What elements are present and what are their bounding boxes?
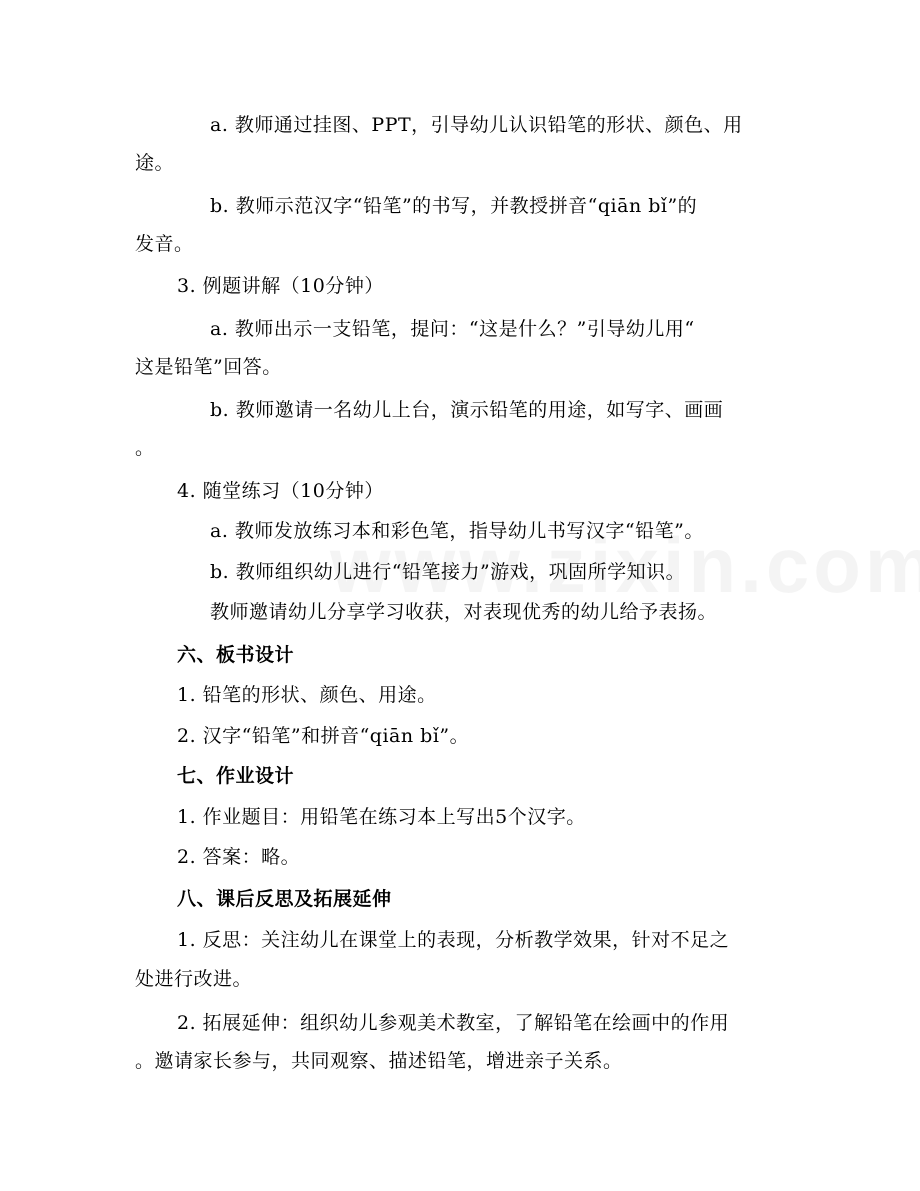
line-step3-a-cont: 这是铅笔”回答。 [135, 356, 282, 378]
line-step3-b-cont: 。 [135, 437, 155, 459]
line-step4-a: a. 教师发放练习本和彩色笔，指导幼儿书写汉字“铅笔”。 [210, 520, 704, 542]
line-step4-title: 4. 随堂练习（10分钟） [177, 480, 384, 502]
line-reflection-1-cont: 处进行改进。 [135, 968, 253, 990]
line-homework-2: 2. 答案：略。 [177, 846, 301, 868]
heading-reflection: 八、课后反思及拓展延伸 [177, 888, 392, 910]
line-step2-b-cont: 发音。 [135, 233, 194, 255]
heading-homework-design: 七、作业设计 [177, 765, 295, 787]
line-step2-a-cont: 途。 [135, 152, 175, 174]
line-board-2: 2. 汉字“铅笔”和拼音“qiān bǐ”。 [177, 725, 470, 747]
line-summary: 教师邀请幼儿分享学习收获，对表现优秀的幼儿给予表扬。 [210, 601, 718, 623]
line-board-1: 1. 铅笔的形状、颜色、用途。 [177, 684, 437, 706]
line-reflection-2: 2. 拓展延伸：组织幼儿参观美术教室，了解铅笔在绘画中的作用 [177, 1012, 730, 1034]
line-step2-a: a. 教师通过挂图、PPT，引导幼儿认识铅笔的形状、颜色、用 [210, 114, 743, 136]
line-step4-b: b. 教师组织幼儿进行“铅笔接力”游戏，巩固所学知识。 [210, 561, 686, 583]
line-step2-b: b. 教师示范汉字“铅笔”的书写，并教授拼音“qiān bǐ”的 [210, 195, 698, 217]
line-reflection-2-cont: 。邀请家长参与，共同观察、描述铅笔，增进亲子关系。 [135, 1050, 623, 1072]
heading-board-design: 六、板书设计 [177, 644, 295, 666]
line-step3-title: 3. 例题讲解（10分钟） [177, 275, 384, 297]
line-homework-1: 1. 作业题目：用铅笔在练习本上写出5个汉字。 [177, 806, 586, 828]
line-step3-a: a. 教师出示一支铅笔，提问：“这是什么？”引导幼儿用“ [210, 318, 695, 340]
line-step3-b: b. 教师邀请一名幼儿上台，演示铅笔的用途，如写字、画画 [210, 399, 724, 421]
line-reflection-1: 1. 反思：关注幼儿在课堂上的表现，分析教学效果，针对不足之 [177, 929, 730, 951]
